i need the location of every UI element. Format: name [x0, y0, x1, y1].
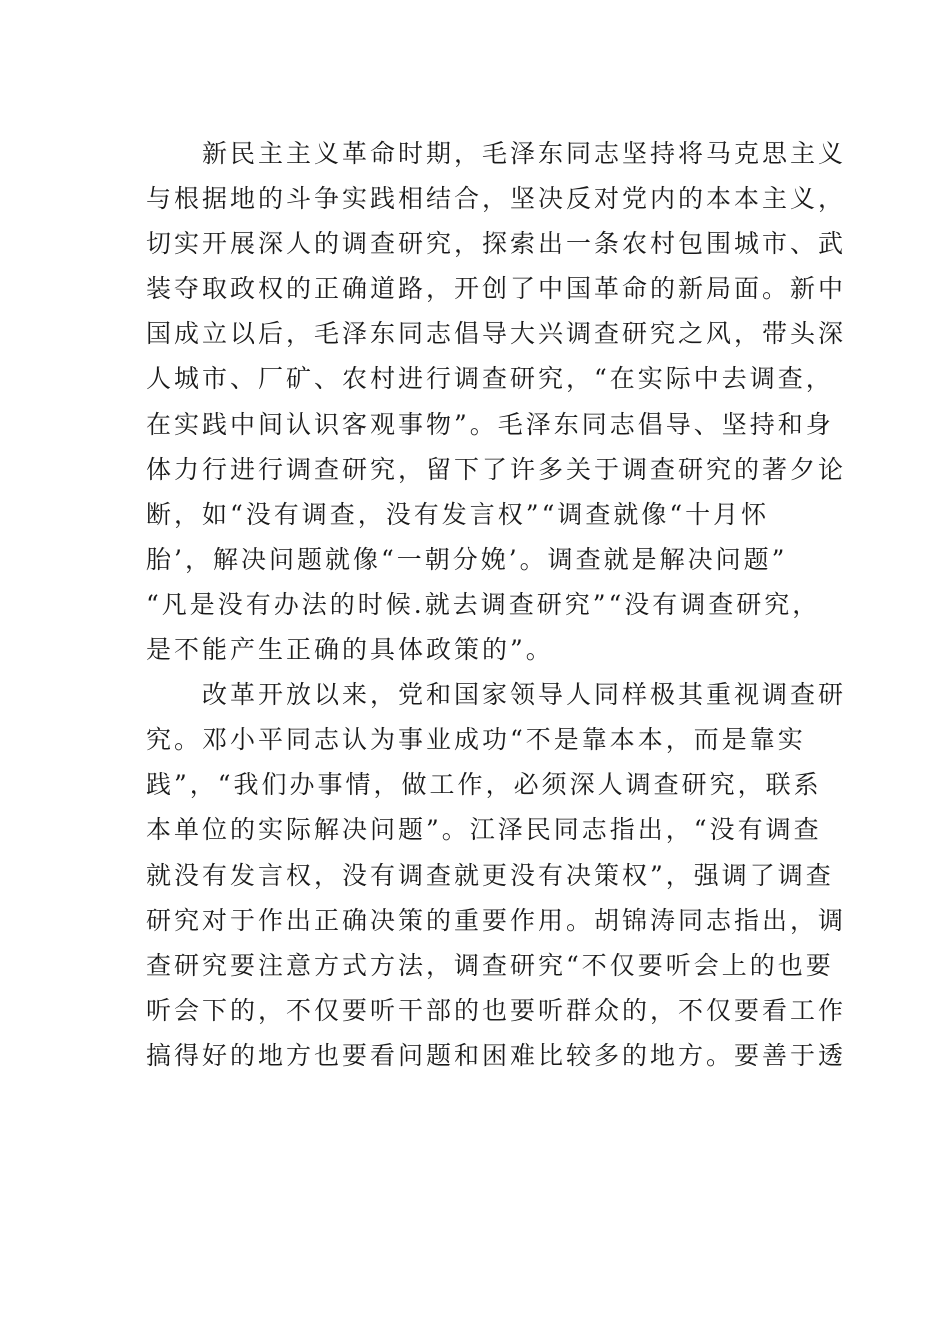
text-line: 研究对于作出正确决策的重要作用。胡锦涛同志指出，调 [146, 905, 847, 935]
text-line: 体力行进行调查研究，留下了许多关于调查研究的著夕论 [146, 454, 847, 484]
text-line: 切实开展深人的调查研究，探索出一条农村包围城市、武 [146, 229, 847, 259]
text-line: 就没有发言权，没有调查就更没有决策权”，强调了调查 [146, 860, 834, 890]
text-line: 新民主主义革命时期，毛泽东同志坚持将马克思主义 [202, 139, 847, 168]
text-line: 本单位的实际解决问题”。江泽民同志指出，“没有调查 [146, 815, 822, 845]
text-line: 国成立以后，毛泽东同志倡导大兴调查研究之风，带头深 [146, 319, 847, 349]
paragraph-1 [146, 131, 847, 672]
text-line: 在实践中间认识客观事物”。毛泽东同志倡导、坚持和身 [146, 409, 834, 439]
text-line: 装夺取政权的正确道路，开创了中国革命的新局面。新中 [146, 274, 847, 304]
text-line: 查研究要注意方式方法，调查研究“不仅要听会上的也要 [146, 950, 834, 980]
text-line: “凡是没有办法的时候.就去调查研究”“没有调查研究， [146, 589, 821, 619]
text-line: 搞得好的地方也要看问题和困难比较多的地方。要善于透 [146, 1040, 847, 1070]
text-line: 听会下的，不仅要听干部的也要听群众的，不仅要看工作 [146, 995, 847, 1025]
text-line: 断，如“没有调查，没有发言权”“调查就像“十月怀 [146, 499, 770, 529]
text-line: 胎’，解决问题就像“一朝分娩’。调查就是解决问题” [146, 544, 788, 574]
document-body [146, 131, 847, 1078]
text-line: 践”，“我们办事情，做工作，必须深人调查研究，联系 [146, 770, 822, 800]
text-line: 究。邓小平同志认为事业成功“不是靠本本，而是靠实 [146, 725, 806, 755]
text-line: 是不能产生正确的具体政策的”。 [146, 635, 554, 665]
text-line: 改革开放以来，党和国家领导人同样极其重视调查研 [202, 680, 847, 710]
paragraph-2 [146, 672, 847, 1078]
text-line: 与根据地的斗争实践相结合，坚决反对党内的本本主义， [146, 184, 847, 214]
text-line: 人城市、厂矿、农村进行调查研究，“在实际中去调查， [146, 364, 834, 394]
